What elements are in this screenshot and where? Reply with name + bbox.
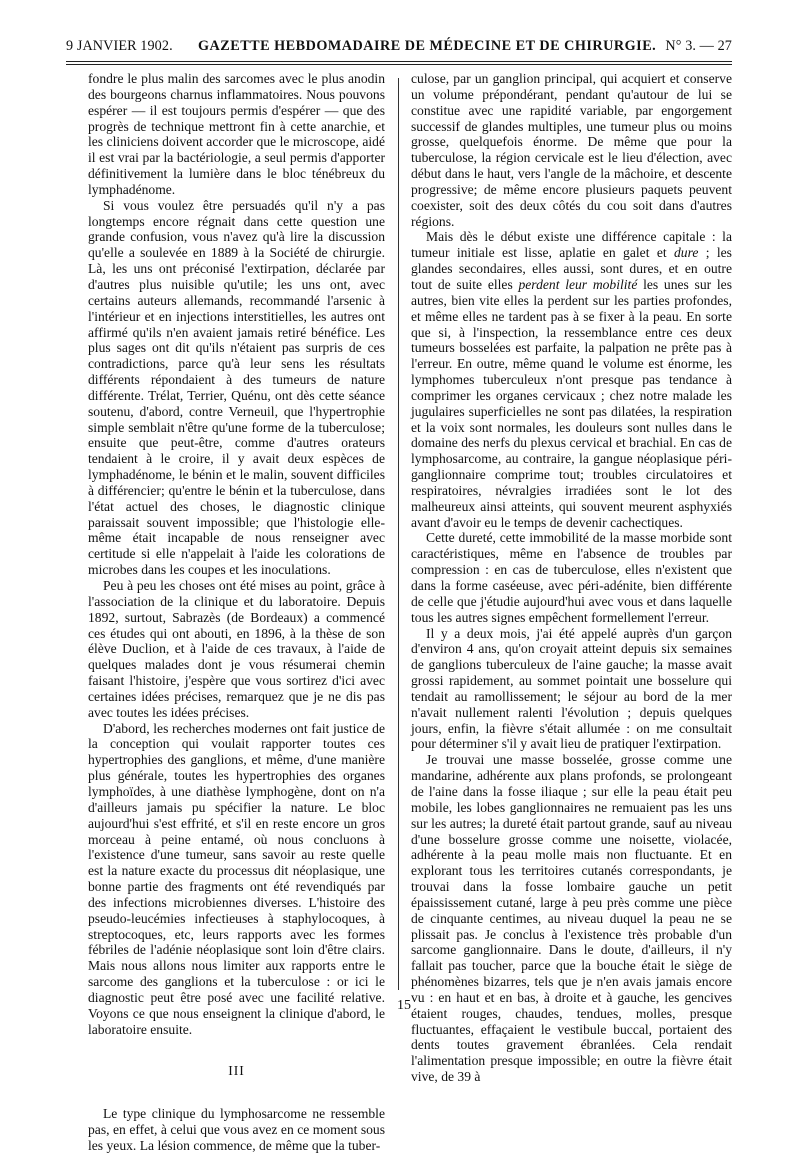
text-run: Mais dès le début existe une différence capitale : la tumeur initiale est lisse, aplatie en galet et: [411, 229, 732, 261]
section-heading: III: [228, 1063, 245, 1079]
text-run: ; les glandes secondaires, elles aussi, sont dures, et en outre tout de suite elles: [411, 245, 732, 292]
paragraph: Il y a deux mois, j'ai été appelé auprès d'un garçon d'environ 4 ans, qu'on croyait atteint depuis six semaines de ganglions tuberculeux de l'aine gauche; la masse avait grossi rapidement, au sommet pointait une bosselure qui tendait au ramollissement; le séjour au bord de la mer n'avait nullement ralenti l'évolution ; depuis quelques jours, enfin, la fièvre s'était allumée : on me consultait pour déterminer s'il y avait lieu de pratiquer l'extirpation.: [411, 625, 732, 752]
header-rule: [66, 61, 732, 62]
header-date: 9 JANVIER 1902.: [66, 38, 173, 54]
paragraph: Cette dureté, cette immobilité de la masse morbide sont caractéristiques, même en l'absence de troubles par compression : en cas de tuberculose, elles n'existent que dans la forme caséeuse, avec péri-adénite, bien différente de celle que j'étudie aujourd'hui avec vous et dans laquelle tous les autres signes empêchent formellement l'erreur.: [411, 530, 732, 625]
right-column: [411, 71, 732, 1085]
paragraph: Le type clinique du lymphosarcome ne ressemble pas, en effet, à celui que vous avez en ce moment sous les yeux. La lésion commence, de même que la tuber-: [88, 1106, 385, 1153]
paragraph: Je trouvai une masse bosselée, grosse comme une mandarine, adhérente aux plans profonds, se prolongeant de l'aine dans la fosse iliaque ; sur elle la peau était peu mobile, les lobes ganglionnaires ne remuaient pas les uns sur les autres; la dureté était partout grande, sauf au niveau d'une bosselure grosse comme une noisette, violacée, adhérente à la peau molle mais non fluctuante. Et en explorant tous les territoires cutanés correspondants, je trouvai dans la fosse lombaire gauche un petit épaississement cutané, large à peu près comme une pièce de cinquante centimes, au niveau duquel la peau ne se plissait pas. Je conclus à l'existence très probable d'un sarcome ganglionnaire. Dans le doute, d'ailleurs, il n'y fallait pas toucher, parce que la bouche était le siège de phénomènes bizarres, tels que je n'en avais jamais encore vu : en haut et en bas, à droite et à gauche, les gencives étaient rouges, chaudes, tendues, molles, presque fluctuantes, effaçaient le vestibule buccal, portaient des dents toutes gravement ébranlées. Cela rendait l'alimentation presque impossible; en outre la fièvre était vive, de 39 à: [411, 752, 732, 1085]
paragraph: Si vous voulez être persuadés qu'il n'y a pas longtemps encore régnait dans cette question une grande confusion, vous n'avez qu'à lire la discussion qu'elle a soulevée en 1889 à la Société de chirurgie. Là, les uns ont préconisé l'extirpation, déclarée par d'autres plus nuisible qu'utile; les uns ont, avec certains auteurs allemands, recommandé l'arsenic à l'intérieur et en injections interstitielles, les autres ont affirmé qu'ils n'en avaient jamais retiré bénéfice. Les plus sages ont dit qu'ils n'étaient pas surpris de ces contradictions, parce qu'à leur sens les résultats différents répondaient à des tumeurs de nature différente. Trélat, Terrier, Quénu, ont dès cette séance soutenu, d'abord, contre Verneuil, que l'hypertrophie simple semblait n'être qu'une forme de la tuberculose; ensuite que peut-être, comme d'autres orateurs tendaient à le croire, il y avait deux espèces de lymphadénome, le bénin et le malin, souvent difficiles à différencier; qu'entre le bénin et la tuberculose, dans l'état actuel des choses, le diagnostic clinique paraissait souvent impossible; que l'histologie elle-même était incapable de nous renseigner avec certitude si elle n'appelait à l'aide les colorations de microbes dans les coupes et les inoculations.: [88, 197, 385, 578]
left-column: [88, 71, 385, 1154]
journal-title: GAZETTE HEBDOMADAIRE DE MÉDECINE ET DE CHIRURGIE.: [198, 38, 657, 54]
paragraph: D'abord, les recherches modernes ont fait justice de la conception qui voulait rapporter toutes ces hypertrophies des ganglions, et même, d'une manière plus générale, toutes les hypertrophies des organes lymphoïdes, à une diathèse lymphogène, dont on n'a d'ailleurs jamais pu spécifier la nature. Le bloc aujourd'hui s'est effrité, et s'il en reste encore un gros morceau à peine entamé, où nous concluons à l'existence d'une tumeur, sans savoir au reste quelle est la nature exacte du processus dit néoplasique, une bonne partie des fragments ont été revendiqués par des infections microbiennes diverses. L'histoire des pseudo-leucémies infectieuses à staphylocoques, à streptocoques, etc, leurs rapports avec les formes fébriles de l'adénie néoplasique sont loin d'être clairs. Mais nous allons nous limiter aux rapports entre le sarcome des ganglions et la tuberculose : or ici le diagnostic peut être posé avec une facilité relative. Voyons ce que nous enseignent la clinique d'abord, le laboratoire ensuite.: [88, 720, 385, 1037]
running-header: [66, 38, 732, 60]
paragraph: [411, 229, 732, 530]
page-number: 15: [397, 998, 411, 1013]
paragraph: Peu à peu les choses ont été mises au point, grâce à l'association de la clinique et du laboratoire. Depuis 1892, surtout, Sabrazès (de Bordeaux) a commencé ces études qui ont abouti, en 1896, à la thèse de son élève Duclion, et à l'aide de ces travaux, à l'aide de quelques malades dont je vous résumerai chemin faisant l'histoire, j'espère que vous sortirez d'ici avec certaines idées précises, remarquez que je ne dis pas avec toutes les idées précises.: [88, 578, 385, 720]
emphasis: dure: [673, 245, 699, 261]
issue-page-number: N° 3. — 27: [665, 38, 732, 54]
paragraph: culose, par un ganglion principal, qui acquiert et conserve un volume prépondérant, pendant qu'autour de lui se constitue avec une rapidité variable, par engorgement successif de glandes multiples, une tumeur plus ou moins grosse, quelquefois énorme. De même que pour la tuberculose, la région cervicale est le lieu d'élection, avec début dans le haut, vers l'angle de la mâchoire, et descente progressive; de même encore plusieurs paquets peuvent coexister, soit des deux côtés du cou soit dans d'autres régions.: [411, 71, 732, 229]
emphasis: perdent leur mobilité: [518, 276, 638, 292]
text-run: les unes sur les autres, bien vite elles la perdent sur les parties profondes, et même elles ne tardent pas à se fixer à la peau. En sorte que si, à l'inspection, la ressemblance entre ces deux tumeurs bosselées est parfaite, la palpation ne prête pas à l'erreur. En outre, même quand le volume est énorme, les lymphomes tuberculeux n'ont presque pas tendance à comprimer les organes cervicaux ; chez notre malade les jugulaires superficielles ne sont pas dilatées, la respiration et la voix sont normales, les douleurs sont nulles dans le domaine des nerfs du plexus cervical et brachial. En cas de lymphosarcome, au contraire, la gangue néoplasique péri-ganglionnaire comprime tout; troubles circulatoires et respiratoires, névralgies irradiées sont le lot des malheureux ainsi atteints, qui souvent meurent asphyxiés avant d'avoir eu le temps de devenir cachectiques.: [411, 276, 732, 530]
column-divider: [398, 78, 399, 990]
paragraph: fondre le plus malin des sarcomes avec le plus anodin des bourgeons charnus inflammatoires. Nous pouvons espérer — il est toujours permis d'espérer — que des progrès de technique mettront fin à cette anarchie, et les cliniciens doivent accorder que le microscope, aidé il est vrai par la bactériologie, a seul permis d'apporter définitivement la lumière dans le bloc ténébreux du lymphadénome.: [88, 71, 385, 197]
header-rule-double: [66, 64, 732, 65]
